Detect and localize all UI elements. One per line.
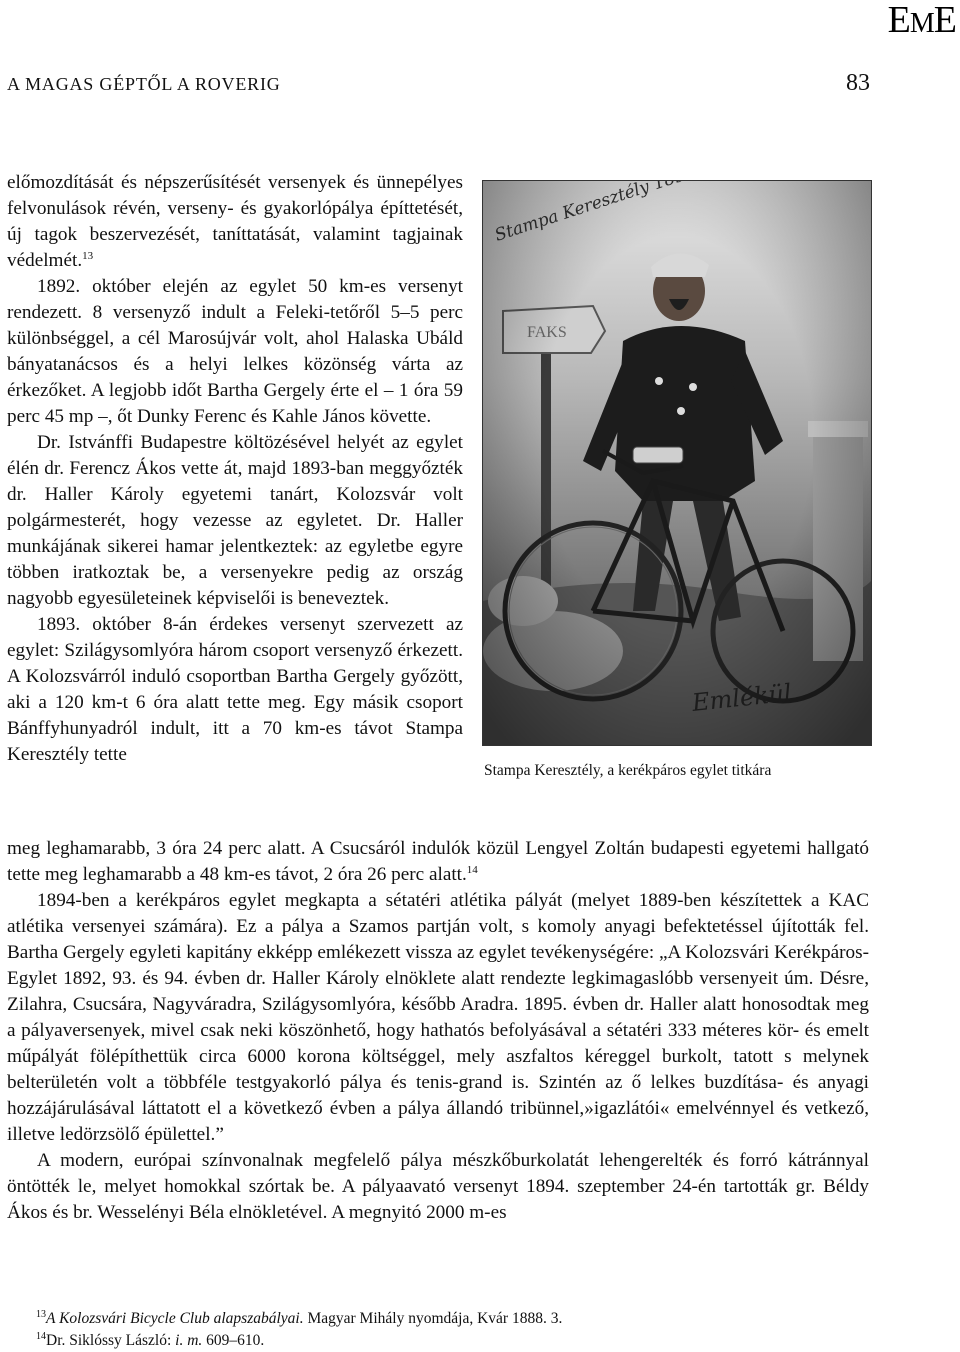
- paragraph: előmozdítását és népszerűsítését versenyek és ünnepélyes felvonulások révén, verseny- és gyakorlópálya építtetését, új tagok beszervezését, taníttatását, valamint tagjainak védelmét.$^{13}$: [7, 172, 463, 271]
- footnote: $^{14}$Dr. Siklóssy László: i. m. 609–610.: [36, 1331, 265, 1349]
- photo-caption: Stampa Keresztély, a kerékpáros egylet titkára: [484, 762, 772, 779]
- footnotes: [36, 1308, 562, 1352]
- paragraph: meg leghamarabb, 3 óra 24 perc alatt. A Csucsáról indulók közül Lengyel Zoltán budapesti egyetemi hallgató tette meg leghamarabb a 48 km-es távot, 2 óra 26 perc alatt.$^{14}$: [7, 838, 869, 885]
- historical-photo: [482, 180, 872, 746]
- paragraph: Dr. Istvánffi Budapestre költözésével helyét az egylet élén dr. Ferencz Ákos vette át, majd 1893-ban meggyőzték dr. Haller Károly egyetemi tanárt, Kolozsvár volt polgármesterét, hogy vezesse az egyletet. Dr. Haller munkájának sikerei hamar jelentkeztek: az egyletbe egyre többen iratkoztak be, a versenyekre pedig az ország nagyobb egyesületeinek képviselői is beneveztek.: [7, 432, 463, 609]
- paragraph: 1894-ben a kerékpáros egylet megkapta a sétatéri atlétika pályát (melyet 1889-ben készítettek a KAC atlétika versenyei számára). Ez a pálya a Szamos partján volt, s komoly anyagi befektetéssel újították fel. Bartha Gergely egyleti kapitány ekképp emlékezett vissza az egylet tevékenységére: „A Kolozsvári Kerékpáros-Egylet 1892, 93. és 94. évben dr. Haller Károly elnöklete alatt rendezte legkimagaslóbb versenyeit úm. Désre, Zilahra, Csucsára, Nagyváradra, Szilágysomlyóra, később Aradra. 1895. évben dr. Haller alatt honosodtak meg a pályaversenyek, mivel csak neki köszönhető, hogy hathatós befolyásával a sétatéri 333 méteres kör- és emelt műpályát fölépíthettük circa 6000 korona költséggel, mely aszfaltos kéreggel burkolt, tatott s melynek belterületén volt a többféle testgyakorló pálya és tenis-grand is. Szintén az ő lelkes buzdítása- és anyagi hozzájárulásával láttatott el a következő évben a pálya állandó tribünnel,»igazlátói« emelvénnyel és vetkező, illetve ledörzsölő épülettel.”: [7, 890, 869, 1145]
- paragraph: A modern, európai színvonalnak megfelelő pálya mészkőburkolatát lehengerelték és forró kátránnyal öntötték le, melyet homokkal szórtak be. A pályaavató versenyt 1894. szeptember 24-én tartották gr. Béldy Ákos és br. Wesselényi Béla elnökletével. A megnyitó 2000 m-es: [7, 1150, 869, 1223]
- footnote: $^{13}$A Kolozsvári Bicycle Club alapszabályai. Magyar Mihály nyomdája, Kvár 1888. 3.: [36, 1309, 563, 1327]
- footnote-ref: 13: [82, 250, 94, 262]
- running-title: A MAGAS GÉPTŐL A ROVERIG: [7, 74, 281, 94]
- page-number: 83: [846, 70, 870, 96]
- paragraph: 1892. október elején az egylet 50 km-es versenyt rendezett. 8 versenyző indult a Feleki-tetőről 5–5 perc különbséggel, a cél Marosújvár volt, ahol Halaska Ubáld bányatanácsos és a helyi lelkes közönség várta az érkezőket. A legjobb időt Bartha Gergely érte el – 1 óra 59 perc 45 mp –, őt Dunky Ferenc és Kahle János követte.: [7, 276, 463, 427]
- footnote-ref: 14: [466, 864, 478, 876]
- cyclist-photo-illustration: [483, 181, 871, 745]
- paragraph: 1893. október 8-án érdekes versenyt szervezett az egylet: Szilágysomlyóra három csoport versenyző érkezett. A Kolozsvárról induló csoportban Bartha Gergely győzött, aki a 120 km-t 6 óra alatt tette meg. Egy másik csoport Bánffyhunyadról indult, itt a 70 km-es távot Stampa Keresztély tette: [7, 614, 463, 765]
- full-width-text: [7, 836, 869, 1226]
- publisher-logo: EME: [887, 0, 956, 41]
- left-column-text: [7, 170, 463, 768]
